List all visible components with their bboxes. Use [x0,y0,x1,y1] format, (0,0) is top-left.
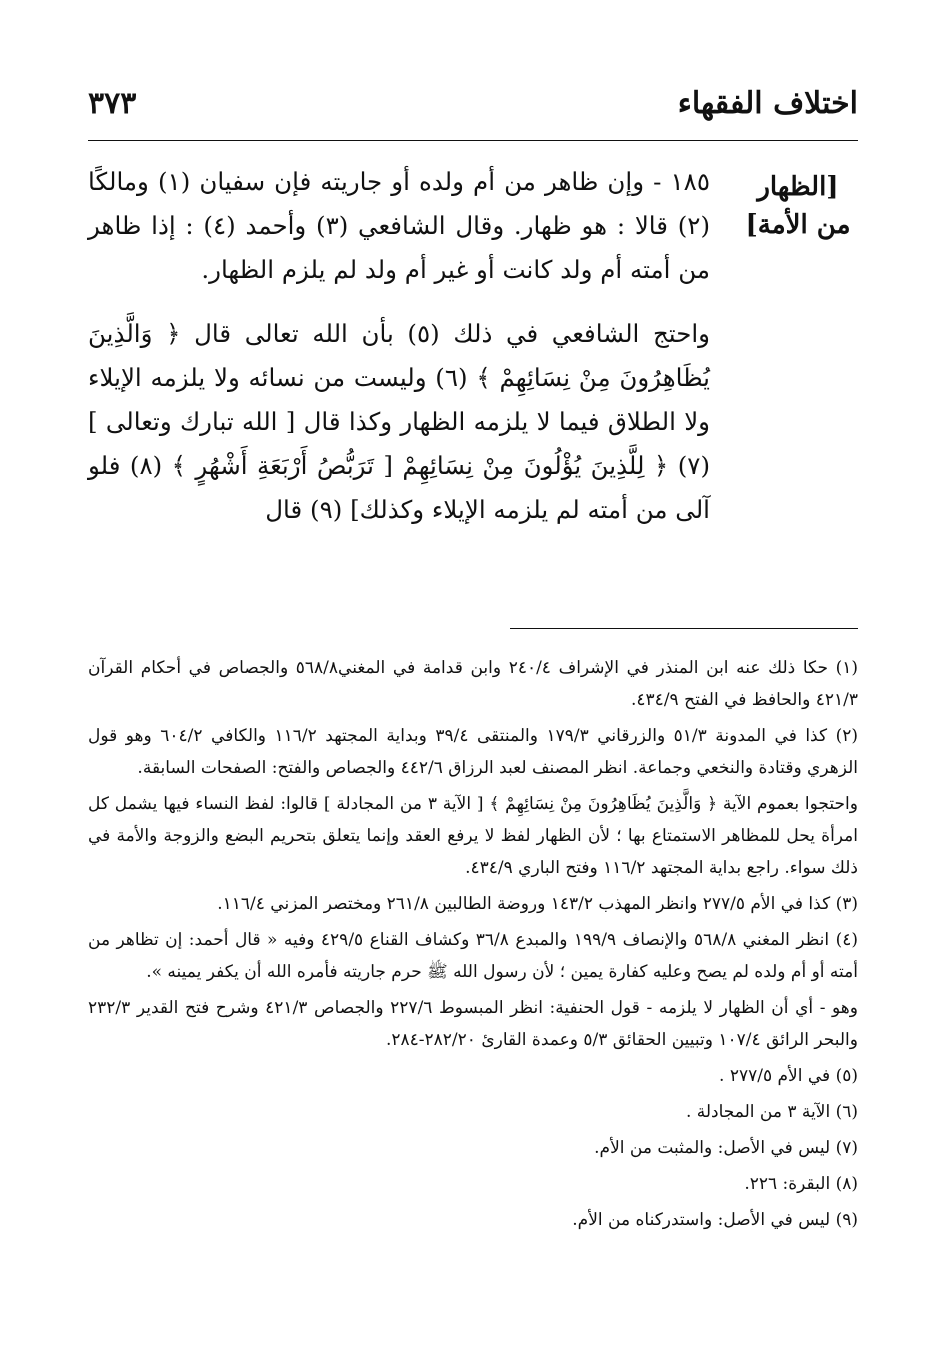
footnote-9: (٩) ليس في الأصل: واستدركناه من الأم. [572,1210,858,1230]
paragraph-185: ١٨٥ - وإن ظاهر من أم ولده أو جاريته فإن سفيان (١) ومالكًا (٢) قالا : هو ظهار. وقال الشافعي (٣) وأحمد (٤) : إذا ظاهر من أمته أم ولد كانت أو غير أم ولد لم يلزم الظهار. [88,167,711,284]
footnote-1: (١) حكا ذلك عنه ابن المنذر في الإشراف ٢٤٠/٤ وابن قدامة في المغني٥٦٨/٨ والجصاص في أحكام القرآن ٤٢١/٣ والحافظ في الفتح ٤٣٤/٩. [88,658,858,710]
footnote-rule [510,628,858,629]
footnote-7: (٧) ليس في الأصل: والمثبت من الأم. [594,1138,858,1158]
header-rule [88,140,858,141]
page-header [88,86,858,126]
marginal-heading: [الظهار من الأمة] [745,172,851,240]
footnotes [88,652,858,1240]
footnote-2: (٢) كذا في المدونة ٥١/٣ والزرقاني ١٧٩/٣ والمنتقى ٣٩/٤ وبداية المجتهد ١١٦/٢ والكافي ٦٠٤/٢ وهو قول الزهري وقتادة والنخعي وجماعة. انظر المصنف لعبد الرزاق ٤٤٢/٦ والجصاص والفتح: الصفحات السابقة. [88,726,858,778]
footnote-8: (٨) البقرة: ٢٢٦. [744,1174,858,1194]
footnote-2-continuation: واحتجوا بعموم الآية ﴿ وَالَّذِينَ يُظَاهِرُونَ مِنْ نِسَائِهِمْ ﴾ [ الآية ٣ من المجادلة ] قالوا: لفظ النساء فيها يشمل كل امرأة يحل للمظاهر الاستمتاع بها ؛ لأن الظهار لفظ لا يرفع العقد وإنما يتعلق بتحريم البضع والزوجة والأمة في ذلك سواء. راجع بداية المجتهد ١١٦/٢ وفتح الباري ٤٣٤/٩. [88,794,858,878]
footnote-4-continuation: وهو - أي أن الظهار لا يلزمه - قول الحنفية: انظر المبسوط ٢٢٧/٦ والجصاص ٤٢١/٣ وشرح فتح القدير ٢٣٢/٣ والبحر الرائق ١٠٧/٤ وتبيين الحقائق ٥/٣ وعمدة القارئ ٢٨٢/٢٠-٢٨٤. [88,998,858,1050]
footnote-6: (٦) الآية ٣ من المجادلة . [685,1102,858,1122]
footnote-3: (٣) كذا في الأم ٢٧٧/٥ وانظر المهذب ١٤٣/٢ وروضة الطالبين ٢٦١/٨ ومختصر المزني ١١٦/٤. [217,894,858,914]
paragraph-argument: واحتج الشافعي في ذلك (٥) بأن الله تعالى قال ﴿ وَالَّذِينَ يُظَاهِرُونَ مِنْ نِسَائِهِمْ ﴾ (٦) وليست من نسائه ولا يلزمه الإيلاء ولا الطلاق فيما لا يلزمه الظهار وكذا قال [ الله تبارك وتعالى ] (٧) ﴿ لِلَّذِينَ يُؤْلُونَ مِنْ نِسَائِهِمْ [ تَرَبُّصُ أَرْبَعَةِ أَشْهُرٍ ﴾ (٨) فلو آلى من أمته لم يلزمه الإيلاء وكذلك] (٩) قال [88,319,710,524]
page-number: ٣٧٣ [88,86,137,121]
footnote-4: (٤) انظر المغني ٥٦٨/٨ والإنصاف ١٩٩/٩ والمبدع ٣٦/٨ وكشاف القناع ٤٢٩/٥ وفيه « قال أحمد: إن تظاهر من أمته أو أم ولده لم يصح وعليه كفارة يمين ؛ لأن رسول الله ﷺ حرم جاريته فأمره الله أن يكفر يمينه ». [88,930,858,982]
main-text [88,160,710,532]
running-title: اختلاف الفقهاء [677,86,858,121]
footnote-5: (٥) في الأم ٢٧٧/٥ . [719,1066,858,1086]
